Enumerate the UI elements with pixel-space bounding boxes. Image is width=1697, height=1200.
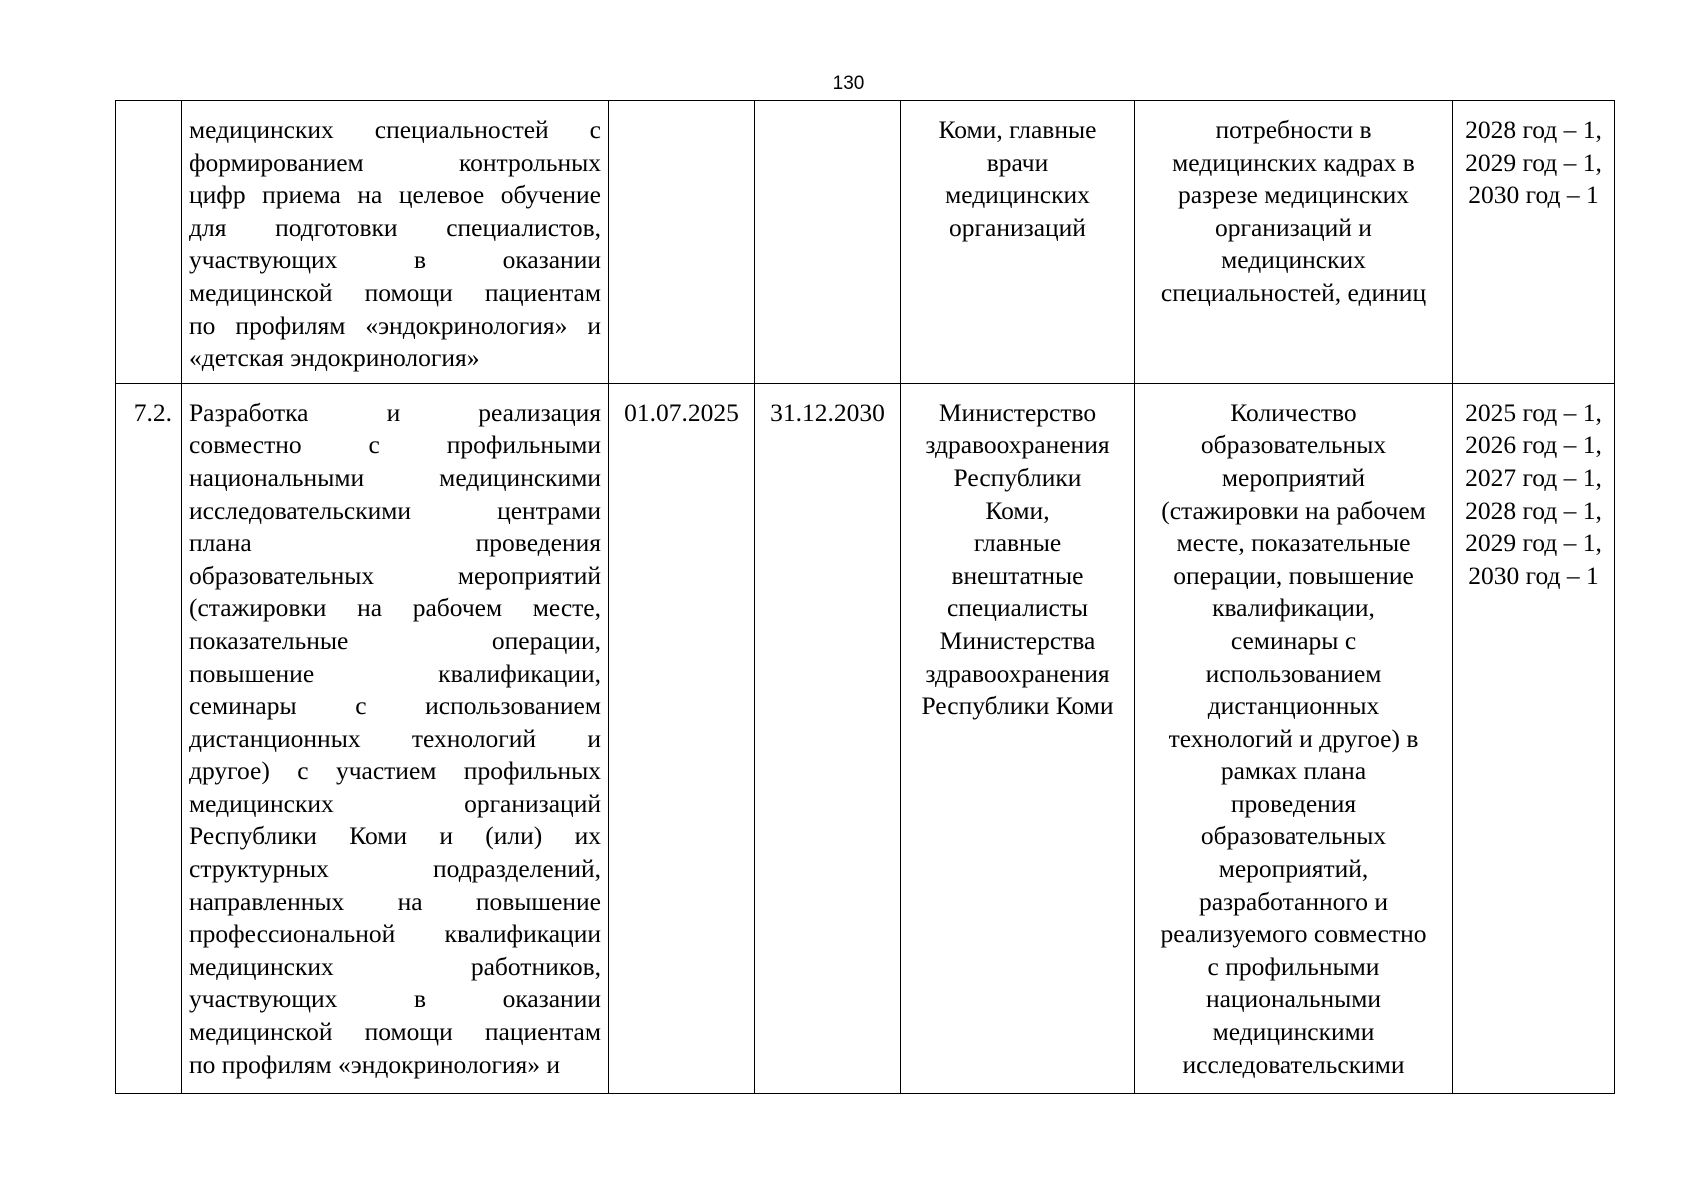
description-line: профессиональной квалификации xyxy=(189,919,601,949)
responsible-line: Республики Коми xyxy=(921,691,1114,721)
description-line: плана проведения xyxy=(189,528,601,558)
indicator-line: организаций и xyxy=(1215,212,1372,242)
description-line: формированием контрольных xyxy=(189,147,601,177)
value-line: 2026 год – 1, xyxy=(1465,430,1602,460)
indicator-cell xyxy=(1135,383,1453,1093)
indicator-line: разработанного и xyxy=(1198,886,1388,916)
indicator-cell xyxy=(1135,101,1453,384)
description-line: образовательных мероприятий xyxy=(189,560,601,590)
indicator-line: образовательных xyxy=(1200,821,1387,851)
end-date: 31.12.2030 xyxy=(770,397,885,427)
description-line: Разработка и реализация xyxy=(189,397,601,427)
description-line: показательные операции, xyxy=(189,625,601,655)
start-date-cell xyxy=(609,383,755,1093)
indicator-line: операции, повышение xyxy=(1173,560,1414,590)
responsible-cell xyxy=(901,101,1135,384)
indicator-line: разрезе медицинских xyxy=(1177,180,1410,210)
indicator-line: проведения xyxy=(1230,788,1357,818)
end-date-cell xyxy=(755,101,901,384)
responsible-line: здравоохранения xyxy=(925,658,1110,688)
value-line: 2030 год – 1 xyxy=(1468,560,1599,590)
responsible-line: Республики xyxy=(953,462,1082,492)
end-date-cell xyxy=(755,383,901,1093)
indicator-line: реализуемого совместно xyxy=(1160,919,1427,949)
indicator-line: с профильными xyxy=(1207,951,1380,981)
indicator-line: семинары с xyxy=(1230,625,1357,655)
description-line: для подготовки специалистов, xyxy=(189,212,601,242)
description-line: цифр приема на целевое обучение xyxy=(189,180,601,210)
value-line: 2029 год – 1, xyxy=(1465,528,1602,558)
description-line: структурных подразделений, xyxy=(189,854,601,884)
indicator-line: квалификации, xyxy=(1212,593,1375,623)
responsible-line: Министерства xyxy=(939,625,1096,655)
description-line: исследовательскими центрами xyxy=(189,495,601,525)
value-line: 2027 год – 1, xyxy=(1465,462,1602,492)
indicator-line: образовательных xyxy=(1200,430,1387,460)
values-cell xyxy=(1453,101,1615,384)
responsible-line: медицинских xyxy=(945,180,1090,210)
description-line: дистанционных технологий и xyxy=(189,723,601,753)
value-line: 2029 год – 1, xyxy=(1465,147,1602,177)
table-row xyxy=(116,383,1615,1093)
page-number: 130 xyxy=(832,73,865,94)
description-line: по профилям «эндокринология» и xyxy=(189,310,601,340)
indicator-line: технологий и другое) в xyxy=(1168,723,1419,753)
description-line: семинары с использованием xyxy=(189,691,601,721)
item-number-cell xyxy=(116,101,182,384)
responsible-line: Коми, главные xyxy=(938,115,1097,144)
responsible-line: внештатные xyxy=(951,560,1084,590)
indicator-line: Количество xyxy=(1230,397,1357,427)
description-line: участвующих в оказании xyxy=(189,984,601,1014)
responsible-line: специалисты xyxy=(946,593,1089,623)
indicator-line: медицинских xyxy=(1221,245,1366,275)
item-number: 7.2. xyxy=(133,397,172,427)
value-line: 2025 год – 1, xyxy=(1465,397,1602,427)
responsible-line: Министерство xyxy=(938,397,1097,427)
indicator-line: национальными xyxy=(1205,984,1382,1014)
indicator-line: рамках плана xyxy=(1220,756,1367,786)
indicator-line: исследовательскими xyxy=(1182,1049,1405,1079)
description-line: другое) с участием профильных xyxy=(189,756,601,786)
value-line: 2028 год – 1, xyxy=(1465,115,1602,144)
indicator-line: (стажировки на рабочем xyxy=(1161,495,1426,525)
description-line: медицинской помощи пациентам xyxy=(189,1017,601,1047)
indicator-line: использованием xyxy=(1205,658,1382,688)
description-cell xyxy=(182,383,609,1093)
value-line: 2030 год – 1 xyxy=(1468,180,1599,210)
description-cell xyxy=(182,101,609,384)
indicator-line: месте, показательные xyxy=(1176,528,1411,558)
indicator-line: специальностей, единиц xyxy=(1160,277,1427,307)
description-line: совместно с профильными xyxy=(189,430,601,460)
measures-table xyxy=(115,100,1615,1094)
description-line: повышение квалификации, xyxy=(189,658,601,688)
responsible-line: здравоохранения xyxy=(925,430,1110,460)
description-line: медицинских специальностей с xyxy=(189,115,601,144)
table-row xyxy=(116,101,1615,384)
description-line: национальными медицинскими xyxy=(189,462,601,492)
description-line: «детская эндокринология» xyxy=(189,343,480,373)
description-line: медицинской помощи пациентам xyxy=(189,277,601,307)
description-line: по профилям «эндокринология» и xyxy=(189,1049,561,1079)
indicator-line: мероприятий xyxy=(1221,462,1366,492)
description-line: направленных на повышение xyxy=(189,886,601,916)
responsible-line: главные xyxy=(973,528,1062,558)
description-line: медицинских работников, xyxy=(189,951,601,981)
responsible-cell xyxy=(901,383,1135,1093)
description-line: Республики Коми и (или) их xyxy=(189,821,601,851)
indicator-line: дистанционных xyxy=(1207,691,1380,721)
responsible-line: Коми, xyxy=(985,495,1050,525)
description-line: участвующих в оказании xyxy=(189,245,601,275)
start-date-cell xyxy=(609,101,755,384)
indicator-line: мероприятий, xyxy=(1218,854,1369,884)
value-line: 2028 год – 1, xyxy=(1465,495,1602,525)
start-date: 01.07.2025 xyxy=(624,397,739,427)
responsible-line: организаций xyxy=(949,212,1086,242)
description-line: медицинских организаций xyxy=(189,788,601,818)
indicator-line: потребности в xyxy=(1215,115,1372,144)
indicator-line: медицинских кадрах в xyxy=(1172,147,1415,177)
item-number-cell xyxy=(116,383,182,1093)
description-line: (стажировки на рабочем месте, xyxy=(189,593,601,623)
indicator-line: медицинскими xyxy=(1212,1017,1375,1047)
responsible-line: врачи xyxy=(986,147,1049,177)
values-cell xyxy=(1453,383,1615,1093)
